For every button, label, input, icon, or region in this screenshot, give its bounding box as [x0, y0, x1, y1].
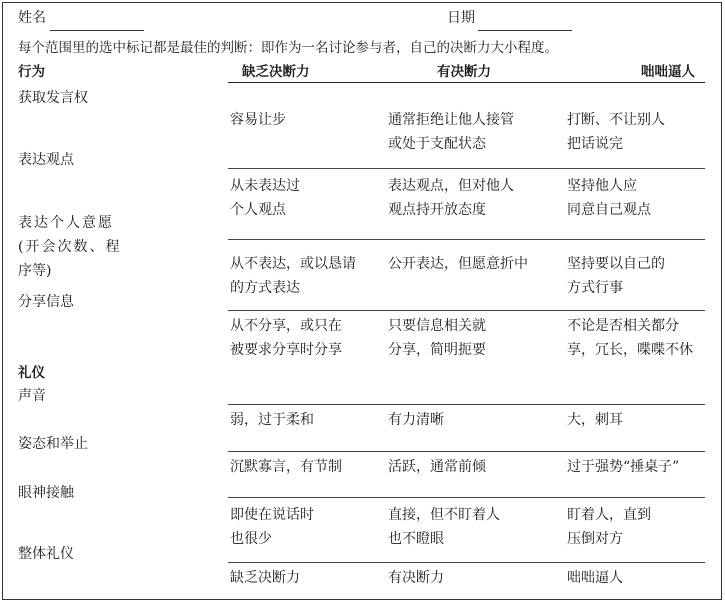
- column-header-lacking: 缺乏决断力: [242, 64, 310, 80]
- row-divider: [228, 404, 705, 405]
- r4-lacking-line2: 被要求分享时分享: [230, 342, 342, 358]
- date-label: 日期: [447, 10, 475, 26]
- r1-aggressive-line2: 把话说完: [567, 136, 623, 152]
- row-divider: [228, 310, 705, 311]
- r4-lacking-line1: 从不分享，或只在: [230, 318, 342, 334]
- r3-aggressive-line1: 坚持要以自己的: [567, 256, 665, 272]
- r7-lacking-line1: 即使在说话时: [230, 507, 314, 523]
- instruction-text: 每个范围里的选中标记都是最佳的判断：即作为一名讨论参与者，自己的决断力大小程度。: [18, 40, 558, 56]
- r7-aggressive-line1: 盯着人，直到: [567, 507, 651, 523]
- r1-assertive-line2: 或处于支配状态: [388, 136, 486, 152]
- r4-aggressive-line2: 享，冗长，喋喋不休: [567, 342, 693, 358]
- date-field[interactable]: [478, 10, 572, 31]
- r1-lacking-line1: 容易让步: [230, 112, 286, 128]
- r2-aggressive-line1: 坚持他人应: [567, 178, 637, 194]
- column-header-behavior: 行为: [18, 64, 45, 80]
- r3-lacking-line1: 从不表达，或以恳请: [230, 256, 356, 272]
- behavior-express-wishes-line3: 序等): [18, 263, 52, 279]
- r8-lacking-line1: 缺乏决断力: [230, 570, 300, 586]
- r8-assertive-line1: 有决断力: [388, 570, 444, 586]
- r4-assertive-line2: 分享，简明扼要: [388, 342, 486, 358]
- r2-aggressive-line2: 同意自己观点: [567, 202, 651, 218]
- row-divider: [228, 497, 705, 498]
- behavior-posture: 姿态和举止: [18, 436, 88, 452]
- r2-assertive-line2: 观点持开放态度: [388, 202, 486, 218]
- r1-assertive-line1: 通常拒绝让他人接管: [388, 112, 514, 128]
- row-divider: [228, 562, 705, 563]
- r5-aggressive-line1: 大，刺耳: [567, 412, 623, 428]
- behavior-express-wishes-line1: 表达个人意愿: [18, 215, 114, 231]
- name-label: 姓名: [18, 10, 46, 26]
- r5-assertive-line1: 有力清晰: [388, 412, 444, 428]
- r3-lacking-line2: 的方式表达: [230, 280, 300, 296]
- behavior-overall: 整体礼仪: [18, 546, 74, 562]
- r6-aggressive-line1: 过于强势“捶桌子”: [567, 459, 680, 475]
- r7-aggressive-line2: 压倒对方: [567, 531, 623, 547]
- r8-aggressive-line1: 咄咄逼人: [567, 570, 623, 586]
- column-header-aggressive: 咄咄逼人: [641, 64, 695, 80]
- behavior-get-floor: 获取发言权: [18, 90, 88, 106]
- header-rule: [228, 82, 705, 83]
- r2-lacking-line2: 个人观点: [230, 202, 286, 218]
- column-header-assertive: 有决断力: [437, 64, 491, 80]
- behavior-share-info: 分享信息: [18, 294, 74, 310]
- r7-assertive-line1: 直接，但不盯着人: [388, 507, 500, 523]
- r3-assertive-line1: 公开表达，但愿意折中: [388, 256, 528, 272]
- r4-assertive-line1: 只要信息相关就: [388, 318, 486, 334]
- r7-assertive-line2: 也不瞪眼: [388, 531, 444, 547]
- r2-lacking-line1: 从未表达过: [230, 178, 300, 194]
- name-field[interactable]: [50, 10, 144, 31]
- r2-assertive-line1: 表达观点，但对他人: [388, 178, 514, 194]
- row-divider: [228, 451, 705, 452]
- r6-lacking-line1: 沉默寡言，有节制: [230, 459, 342, 475]
- behavior-express-wishes-line2: (开会次数、程: [18, 239, 122, 255]
- row-divider: [228, 168, 705, 169]
- behavior-express-views: 表达观点: [18, 152, 74, 168]
- r4-aggressive-line1: 不论是否相关都分: [567, 318, 679, 334]
- behavior-eye-contact: 眼神接触: [18, 485, 74, 501]
- behavior-voice: 声音: [18, 388, 46, 404]
- r5-lacking-line1: 弱，过于柔和: [230, 412, 314, 428]
- row-divider: [228, 239, 705, 240]
- r1-aggressive-line1: 打断、不让别人: [567, 112, 665, 128]
- r3-aggressive-line2: 方式行事: [567, 280, 623, 296]
- section-etiquette: 礼仪: [18, 365, 45, 381]
- r6-assertive-line1: 活跃，通常前倾: [388, 459, 486, 475]
- r7-lacking-line2: 也很少: [230, 531, 272, 547]
